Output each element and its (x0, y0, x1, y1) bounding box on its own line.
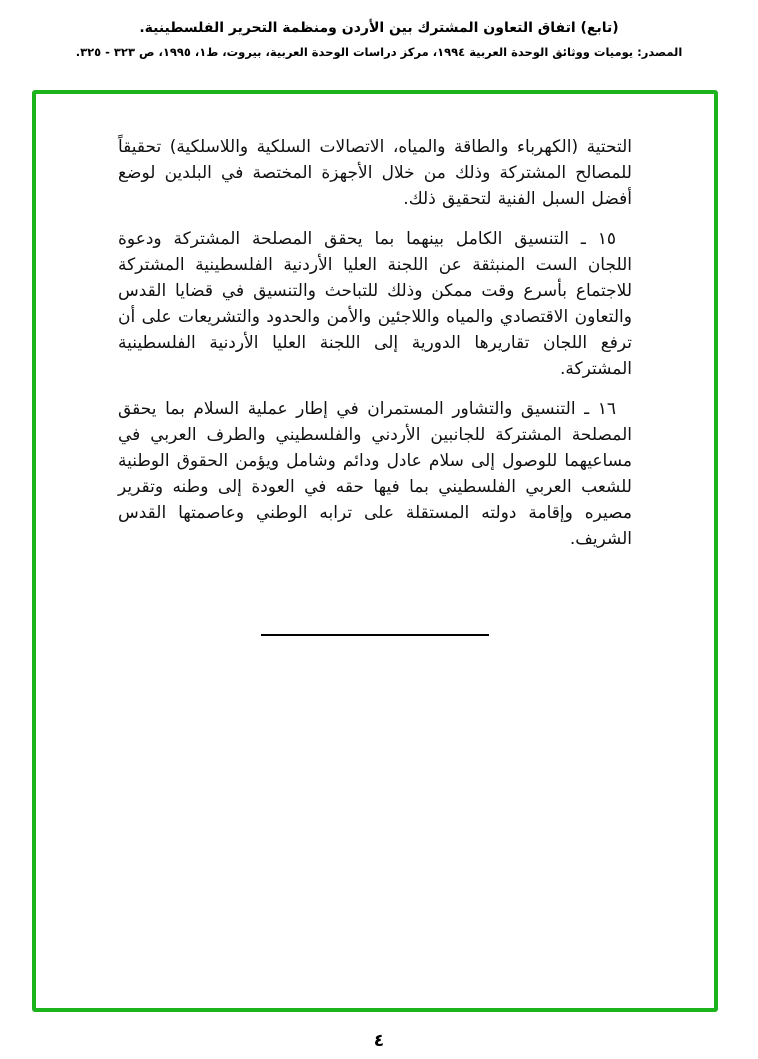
paragraph-item-16: ١٦ ـ التنسيق والتشاور المستمران في إطار عملية السلام بما يحقق المصلحة المشتركة للجانبين الأردني والفلسطيني والطرف العربي في مساعيهما للوصول إلى سلام عادل ودائم وشامل ويؤمن الحقوق الوطنية للشعب العربي الفلسطيني بما فيها حقه في العودة إلى وطنه وتقرير مصيره وإقامة دولته المستقلة على ترابه الوطني وعاصمتها القدس الشريف. (118, 399, 632, 549)
page-header (0, 0, 758, 63)
document-title: (تابع) اتفاق التعاون المشترك بين الأردن ومنظمة التحرير الفلسطينية. (139, 20, 619, 36)
source-line: المصدر: يوميات ووثائق الوحدة العربية ١٩٩٤، مركز دراسات الوحدة العربية، بيروت، ط١، ١٩٩٥، ص ٣٢٣ - ٣٢٥. (75, 45, 683, 59)
section-divider (261, 634, 489, 636)
document-body (118, 94, 632, 636)
document-frame (32, 90, 718, 1012)
paragraph-item-15: ١٥ ـ التنسيق الكامل بينهما بما يحقق المصلحة المشتركة ودعوة اللجان الست المنبثقة عن اللجنة العليا الأردنية الفلسطينية المشتركة للاجتماع بأسرع وقت ممكن وذلك للتباحث والتنسيق في قضايا القدس والتعاون الاقتصادي والمياه واللاجئين والأمن والحدود والتشريعات على أن ترفع اللجان تقاريرها الدورية إلى اللجنة العليا الأردنية الفلسطينية المشتركة. (118, 229, 632, 379)
paragraph-continuation: التحتية (الكهرباء والطاقة والمياه، الاتصالات السلكية واللاسلكية) تحقيقاً للمصالح المشتركة وذلك من خلال الأجهزة المختصة في البلدين لوضع أفضل السبل الفنية لتحقيق ذلك. (118, 137, 632, 209)
page-number: ٤ (373, 1031, 385, 1051)
